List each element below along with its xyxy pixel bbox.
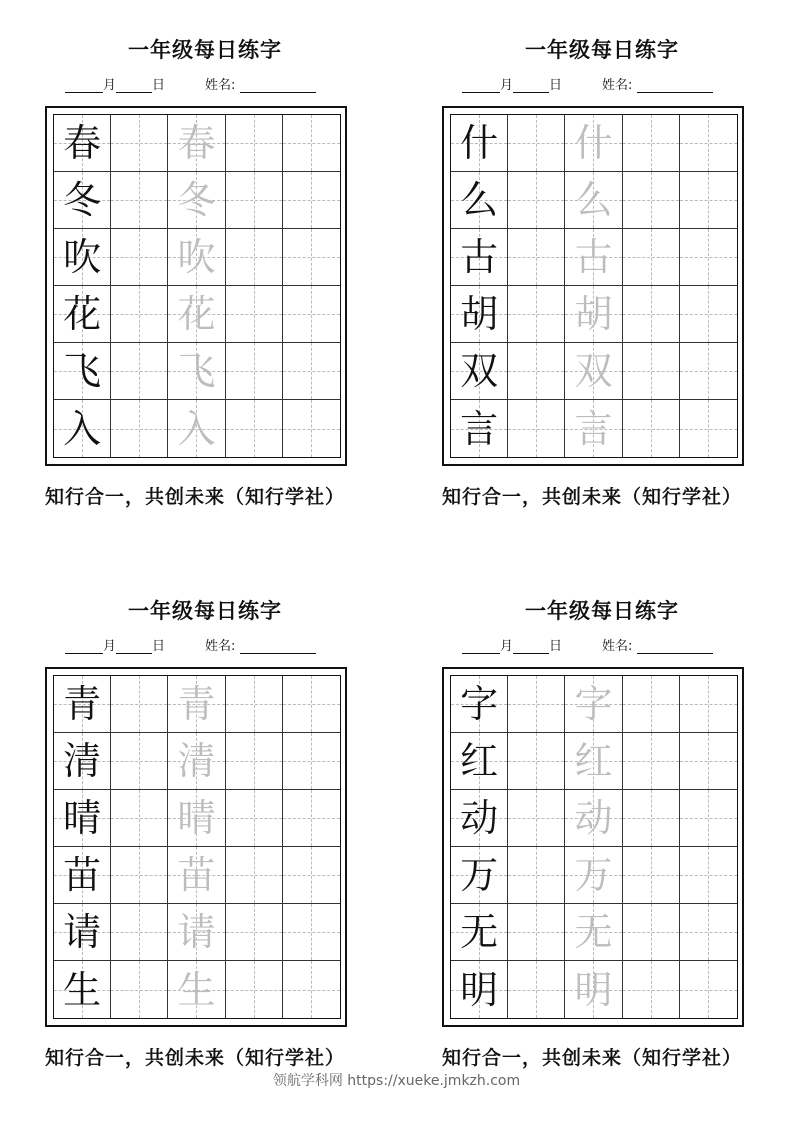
blank-practice-cell[interactable] [111, 115, 168, 172]
model-character: 花 [63, 292, 102, 336]
blank-practice-cell[interactable] [283, 229, 340, 286]
trace-char-cell[interactable] [168, 343, 225, 400]
trace-character: 飞 [177, 349, 216, 393]
blank-practice-cell[interactable] [283, 343, 340, 400]
trace-char-cell[interactable] [168, 733, 225, 790]
trace-character: 什 [574, 121, 613, 165]
trace-character: 言 [574, 406, 613, 451]
model-char-cell[interactable] [54, 286, 111, 343]
blank-practice-cell[interactable] [508, 115, 565, 172]
card-title: 一年级每日练字 [128, 599, 282, 623]
name-label: 姓名: [205, 78, 236, 93]
name-blank[interactable] [240, 639, 316, 654]
card-title: 一年级每日练字 [128, 38, 282, 62]
blank-practice-cell[interactable] [226, 286, 283, 343]
name-blank[interactable] [637, 639, 713, 654]
trace-char-cell[interactable] [168, 847, 225, 904]
model-char-cell[interactable] [451, 400, 508, 457]
trace-character: 胡 [574, 292, 613, 336]
blank-practice-cell[interactable] [508, 172, 565, 229]
day-label: 日 [152, 78, 166, 93]
model-char-cell[interactable] [54, 229, 111, 286]
blank-practice-cell[interactable] [680, 847, 737, 904]
blank-practice-cell[interactable] [283, 790, 340, 847]
blank-practice-cell[interactable] [111, 904, 168, 961]
blank-practice-cell[interactable] [111, 400, 168, 457]
model-char-cell[interactable] [451, 904, 508, 961]
trace-character: 生 [177, 967, 216, 1012]
blank-practice-cell[interactable] [111, 790, 168, 847]
blank-practice-cell[interactable] [226, 790, 283, 847]
model-char-cell[interactable] [54, 115, 111, 172]
model-character: 生 [63, 967, 102, 1012]
month-label: 月 [500, 78, 514, 93]
model-character: 春 [63, 121, 102, 165]
blank-practice-cell[interactable] [623, 343, 680, 400]
date-name-line [462, 74, 762, 94]
model-char-cell[interactable] [54, 904, 111, 961]
blank-practice-cell[interactable] [283, 172, 340, 229]
model-character: 古 [460, 235, 499, 279]
trace-character: 动 [574, 796, 613, 840]
blank-practice-cell[interactable] [623, 733, 680, 790]
blank-practice-cell[interactable] [111, 676, 168, 733]
trace-char-cell[interactable] [168, 115, 225, 172]
trace-character: 冬 [177, 178, 216, 222]
blank-practice-cell[interactable] [680, 904, 737, 961]
blank-practice-cell[interactable] [623, 961, 680, 1018]
blank-practice-cell[interactable] [680, 343, 737, 400]
practice-grid [450, 675, 738, 1019]
trace-character: 花 [177, 292, 216, 336]
blank-practice-cell[interactable] [226, 400, 283, 457]
trace-char-cell[interactable] [565, 733, 622, 790]
day-label: 日 [152, 639, 166, 654]
blank-practice-cell[interactable] [680, 229, 737, 286]
blank-practice-cell[interactable] [623, 229, 680, 286]
blank-practice-cell[interactable] [508, 790, 565, 847]
month-label: 月 [103, 639, 117, 654]
slogan: 知行合一，共创未来（知行学社） [44, 486, 345, 508]
blank-practice-cell[interactable] [111, 343, 168, 400]
month-blank[interactable] [462, 78, 500, 93]
model-character: 入 [63, 406, 102, 451]
month-blank[interactable] [65, 78, 103, 93]
blank-practice-cell[interactable] [508, 847, 565, 904]
trace-character: 青 [177, 682, 216, 726]
blank-practice-cell[interactable] [623, 115, 680, 172]
blank-practice-cell[interactable] [508, 343, 565, 400]
blank-practice-cell[interactable] [508, 961, 565, 1018]
month-blank[interactable] [462, 639, 500, 654]
model-character: 动 [460, 796, 499, 840]
model-char-cell[interactable] [451, 790, 508, 847]
day-blank[interactable] [513, 78, 549, 93]
model-char-cell[interactable] [54, 790, 111, 847]
model-char-cell[interactable] [451, 172, 508, 229]
trace-character: 清 [177, 739, 216, 783]
model-char-cell[interactable] [54, 847, 111, 904]
model-character: 字 [460, 682, 499, 726]
practice-grid-frame [442, 667, 744, 1027]
model-char-cell[interactable] [451, 343, 508, 400]
model-character: 请 [63, 910, 102, 954]
model-character: 吹 [63, 235, 102, 279]
day-blank[interactable] [116, 78, 152, 93]
trace-character: 双 [574, 349, 613, 393]
model-char-cell[interactable] [451, 229, 508, 286]
date-name-line [65, 74, 365, 94]
blank-practice-cell[interactable] [111, 229, 168, 286]
model-character: 明 [460, 967, 499, 1012]
blank-practice-cell[interactable] [680, 286, 737, 343]
blank-practice-cell[interactable] [283, 286, 340, 343]
blank-practice-cell[interactable] [680, 676, 737, 733]
model-character: 无 [460, 910, 499, 954]
blank-practice-cell[interactable] [680, 961, 737, 1018]
model-char-cell[interactable] [451, 733, 508, 790]
trace-char-cell[interactable] [565, 790, 622, 847]
model-character: 飞 [63, 349, 102, 393]
trace-char-cell[interactable] [168, 790, 225, 847]
blank-practice-cell[interactable] [680, 790, 737, 847]
day-blank[interactable] [513, 639, 549, 654]
trace-char-cell[interactable] [565, 904, 622, 961]
trace-char-cell[interactable] [565, 115, 622, 172]
practice-grid [53, 114, 341, 458]
blank-practice-cell[interactable] [623, 286, 680, 343]
model-char-cell[interactable] [54, 172, 111, 229]
model-char-cell[interactable] [451, 847, 508, 904]
trace-char-cell[interactable] [168, 286, 225, 343]
blank-practice-cell[interactable] [508, 400, 565, 457]
model-character: 胡 [460, 292, 499, 336]
trace-char-cell[interactable] [565, 172, 622, 229]
name-label: 姓名: [602, 639, 633, 654]
blank-practice-cell[interactable] [283, 400, 340, 457]
model-character: 苗 [63, 853, 102, 897]
blank-practice-cell[interactable] [508, 286, 565, 343]
name-blank[interactable] [240, 78, 316, 93]
practice-grid [53, 675, 341, 1019]
trace-character: 晴 [177, 796, 216, 840]
watermark: 领航学科网 https://xueke.jmkzh.com [272, 1073, 521, 1089]
model-char-cell[interactable] [54, 676, 111, 733]
trace-character: 吹 [177, 235, 216, 279]
model-character: 晴 [63, 796, 102, 840]
blank-practice-cell[interactable] [226, 904, 283, 961]
card-title: 一年级每日练字 [525, 38, 679, 62]
name-label: 姓名: [205, 639, 236, 654]
slogan: 知行合一，共创未来（知行学社） [44, 1047, 345, 1069]
model-char-cell[interactable] [451, 286, 508, 343]
trace-char-cell[interactable] [565, 229, 622, 286]
trace-char-cell[interactable] [565, 286, 622, 343]
blank-practice-cell[interactable] [623, 790, 680, 847]
model-character: 清 [63, 739, 102, 783]
blank-practice-cell[interactable] [111, 286, 168, 343]
trace-character: 无 [574, 910, 613, 954]
blank-practice-cell[interactable] [283, 847, 340, 904]
blank-practice-cell[interactable] [226, 961, 283, 1018]
blank-practice-cell[interactable] [226, 847, 283, 904]
model-char-cell[interactable] [54, 733, 111, 790]
model-character: 万 [460, 853, 499, 897]
blank-practice-cell[interactable] [623, 400, 680, 457]
blank-practice-cell[interactable] [111, 961, 168, 1018]
trace-char-cell[interactable] [168, 676, 225, 733]
blank-practice-cell[interactable] [226, 676, 283, 733]
blank-practice-cell[interactable] [508, 229, 565, 286]
trace-character: 古 [574, 235, 613, 279]
blank-practice-cell[interactable] [623, 904, 680, 961]
blank-practice-cell[interactable] [508, 676, 565, 733]
trace-char-cell[interactable] [168, 172, 225, 229]
blank-practice-cell[interactable] [111, 733, 168, 790]
trace-character: 明 [574, 967, 613, 1012]
model-character: 双 [460, 349, 499, 393]
trace-character: 入 [177, 406, 216, 451]
blank-practice-cell[interactable] [111, 847, 168, 904]
model-char-cell[interactable] [54, 343, 111, 400]
blank-practice-cell[interactable] [283, 733, 340, 790]
slogan: 知行合一，共创未来（知行学社） [441, 1047, 742, 1069]
blank-practice-cell[interactable] [508, 904, 565, 961]
trace-char-cell[interactable] [168, 229, 225, 286]
blank-practice-cell[interactable] [623, 847, 680, 904]
blank-practice-cell[interactable] [680, 400, 737, 457]
trace-char-cell[interactable] [168, 961, 225, 1018]
blank-practice-cell[interactable] [283, 904, 340, 961]
blank-practice-cell[interactable] [226, 343, 283, 400]
name-blank[interactable] [637, 78, 713, 93]
practice-grid-frame [45, 667, 347, 1027]
model-character: 言 [460, 406, 499, 451]
trace-char-cell[interactable] [565, 961, 622, 1018]
day-label: 日 [549, 639, 563, 654]
blank-practice-cell[interactable] [226, 733, 283, 790]
blank-practice-cell[interactable] [623, 172, 680, 229]
trace-char-cell[interactable] [565, 847, 622, 904]
blank-practice-cell[interactable] [111, 172, 168, 229]
trace-character: 字 [574, 682, 613, 726]
blank-practice-cell[interactable] [283, 676, 340, 733]
day-blank[interactable] [116, 639, 152, 654]
blank-practice-cell[interactable] [226, 115, 283, 172]
model-char-cell[interactable] [54, 400, 111, 457]
trace-char-cell[interactable] [168, 400, 225, 457]
slogan: 知行合一，共创未来（知行学社） [441, 486, 742, 508]
blank-practice-cell[interactable] [283, 115, 340, 172]
trace-char-cell[interactable] [565, 343, 622, 400]
trace-character: 红 [574, 739, 613, 783]
model-char-cell[interactable] [451, 115, 508, 172]
trace-char-cell[interactable] [565, 400, 622, 457]
blank-practice-cell[interactable] [508, 733, 565, 790]
card-title: 一年级每日练字 [525, 599, 679, 623]
month-blank[interactable] [65, 639, 103, 654]
blank-practice-cell[interactable] [680, 733, 737, 790]
trace-character: 春 [177, 121, 216, 165]
trace-char-cell[interactable] [565, 676, 622, 733]
model-char-cell[interactable] [54, 961, 111, 1018]
trace-character: 请 [177, 910, 216, 954]
model-char-cell[interactable] [451, 676, 508, 733]
date-name-line [462, 635, 762, 655]
blank-practice-cell[interactable] [226, 172, 283, 229]
blank-practice-cell[interactable] [226, 229, 283, 286]
trace-character: 么 [574, 178, 613, 222]
model-character: 红 [460, 739, 499, 783]
trace-char-cell[interactable] [168, 904, 225, 961]
date-name-line [65, 635, 365, 655]
practice-grid-frame [45, 106, 347, 466]
model-character: 么 [460, 178, 499, 222]
trace-character: 苗 [177, 853, 216, 897]
model-character: 冬 [63, 178, 102, 222]
practice-grid-frame [442, 106, 744, 466]
blank-practice-cell[interactable] [283, 961, 340, 1018]
month-label: 月 [103, 78, 117, 93]
blank-practice-cell[interactable] [680, 115, 737, 172]
practice-grid [450, 114, 738, 458]
model-character: 什 [460, 121, 499, 165]
name-label: 姓名: [602, 78, 633, 93]
blank-practice-cell[interactable] [680, 172, 737, 229]
model-character: 青 [63, 682, 102, 726]
blank-practice-cell[interactable] [623, 676, 680, 733]
trace-character: 万 [574, 853, 613, 897]
model-char-cell[interactable] [451, 961, 508, 1018]
month-label: 月 [500, 639, 514, 654]
day-label: 日 [549, 78, 563, 93]
